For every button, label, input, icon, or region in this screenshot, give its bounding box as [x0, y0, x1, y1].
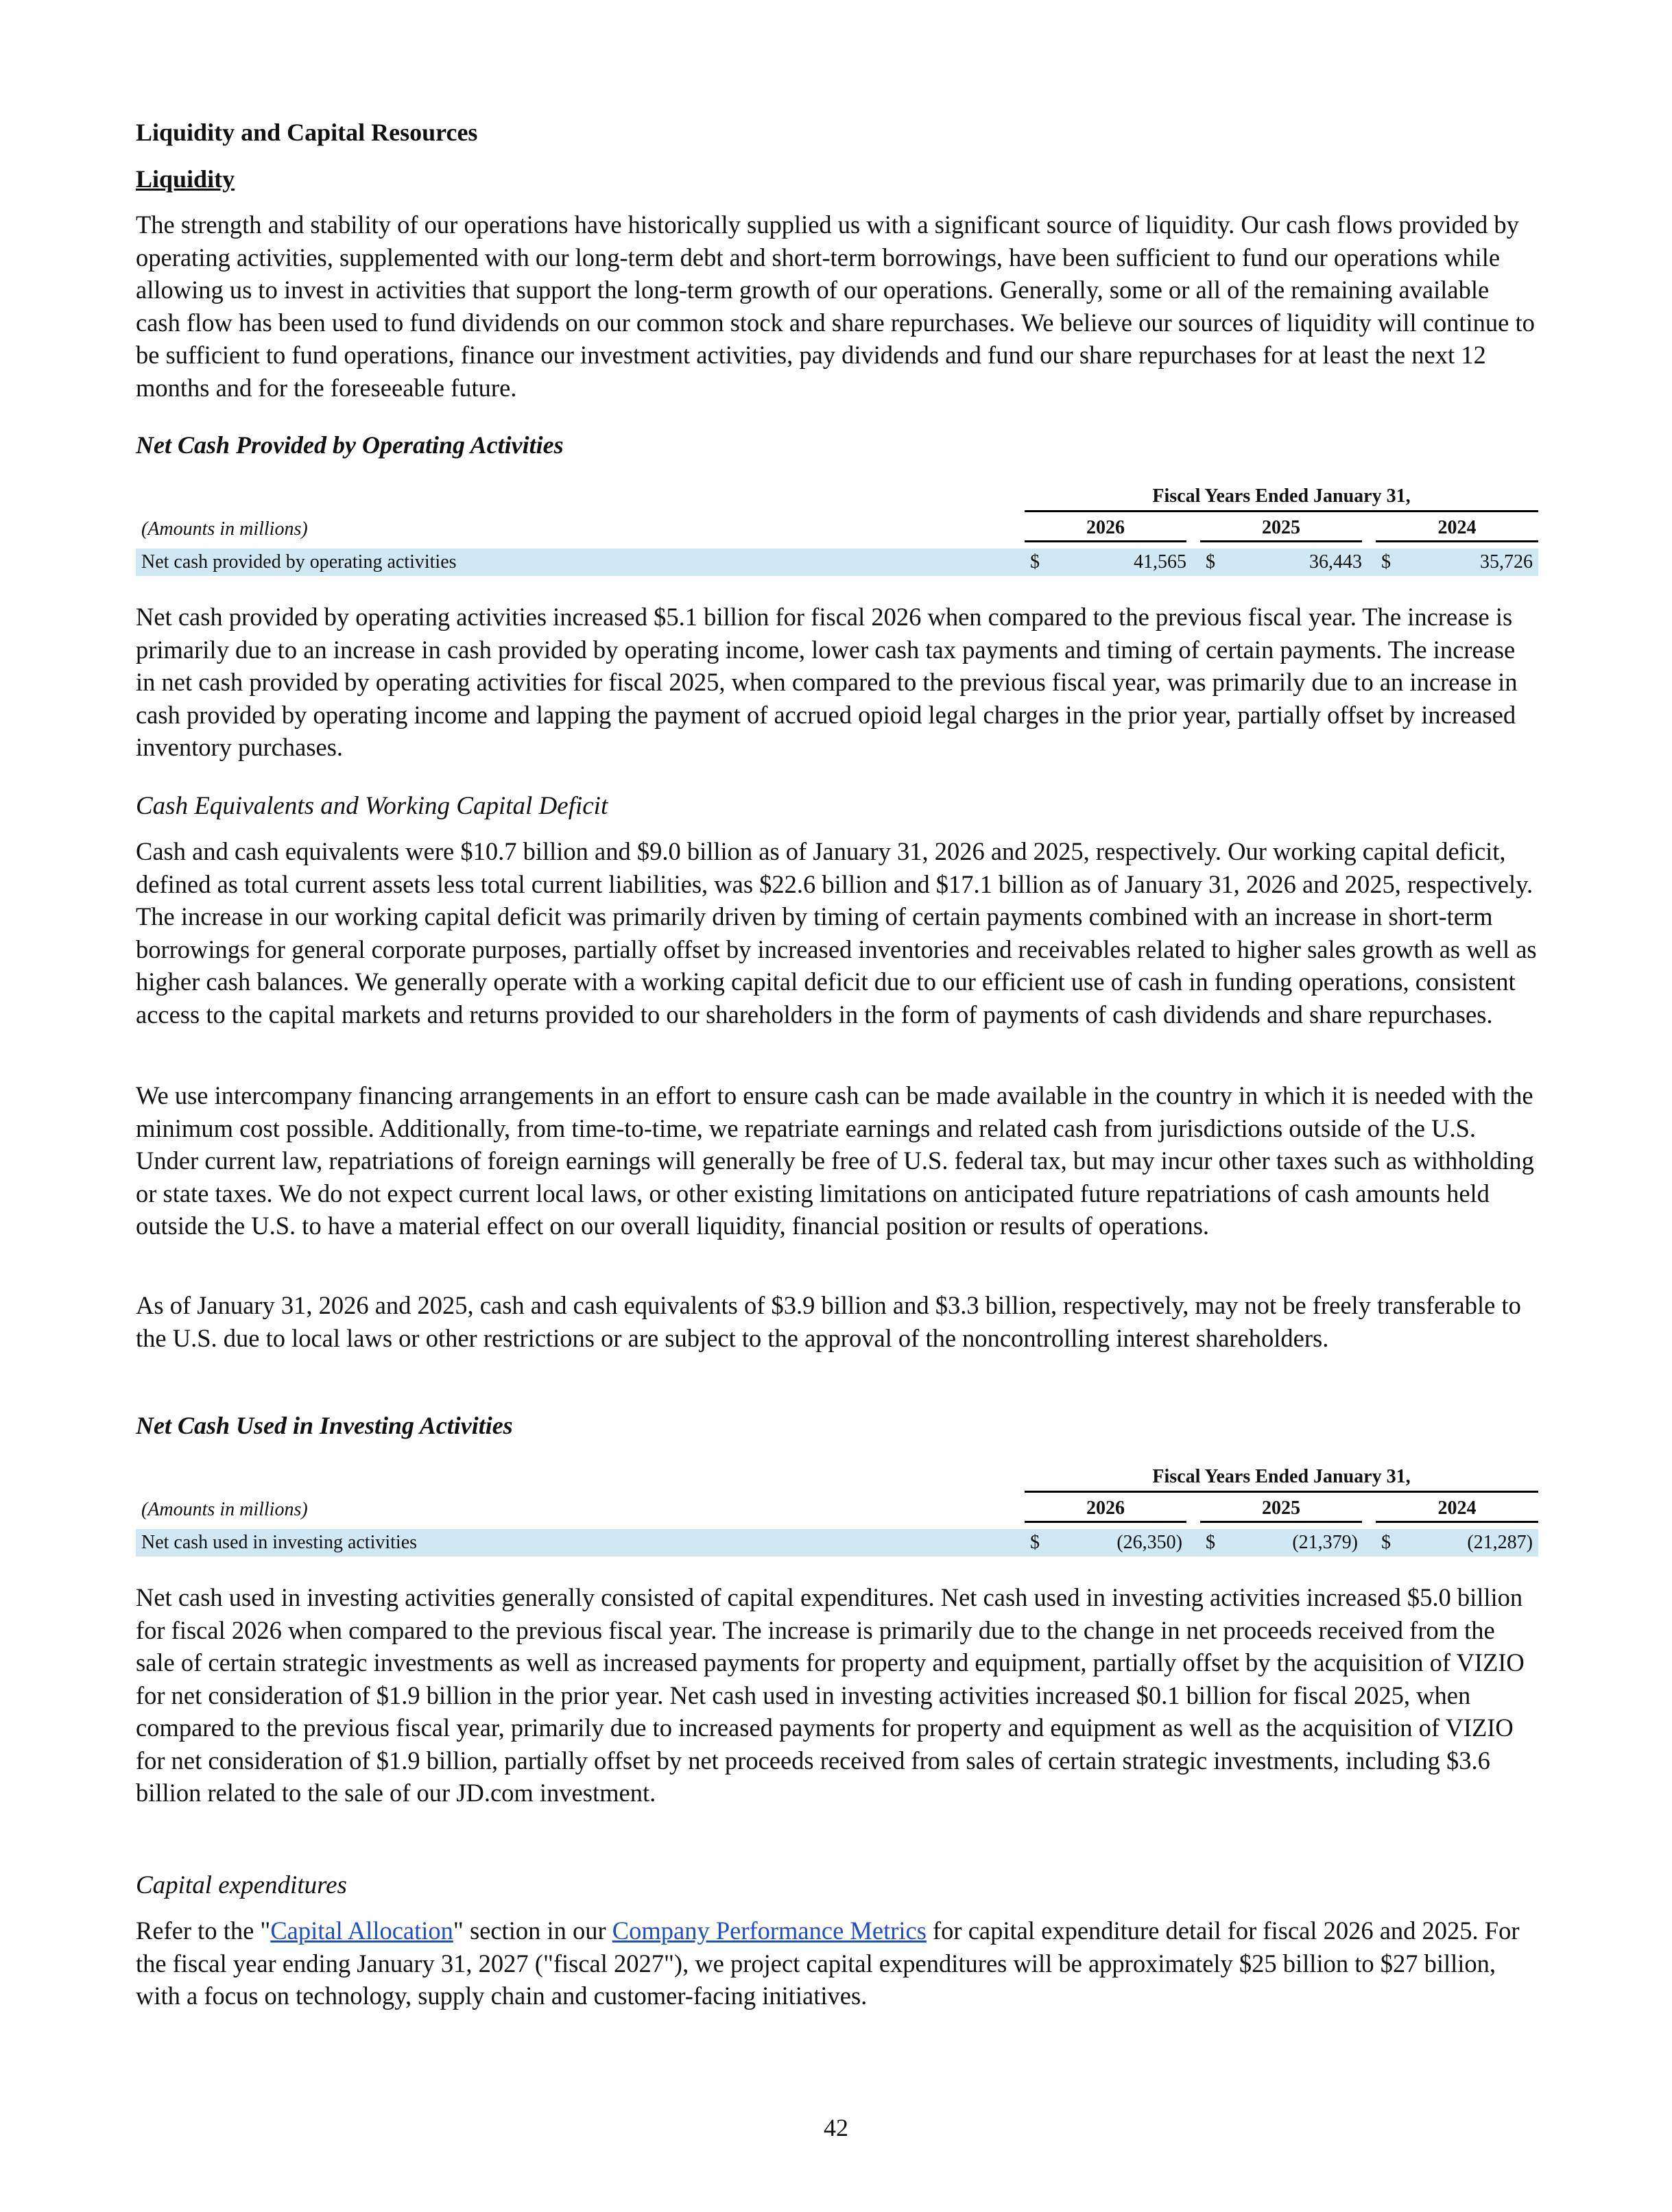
row-label: Net cash provided by operating activities — [141, 551, 457, 573]
currency-symbol: $ — [1206, 551, 1215, 573]
currency-symbol: $ — [1030, 551, 1040, 573]
amounts-label: (Amounts in millions) — [141, 1499, 308, 1520]
cell-value: (21,287) — [1467, 1532, 1533, 1553]
cell-value: 36,443 — [1309, 551, 1362, 573]
heading-investing-activities: Net Cash Used in Investing Activities — [136, 1412, 513, 1439]
capex-text-1: Refer to the " — [136, 1916, 271, 1945]
subsection-heading-liquidity: Liquidity — [136, 165, 235, 193]
heading-cash-equivalents: Cash Equivalents and Working Capital Deficit — [136, 792, 608, 820]
year-header: 2026 — [1025, 1498, 1186, 1523]
currency-symbol: $ — [1206, 1532, 1215, 1553]
paragraph-operating: Net cash provided by operating activities increased $5.1 billion for fiscal 2026 when compared to the previous fiscal year. The increase is primarily due to an increase in cash provided by operating income, lower cash tax payments and timing of certain payments. The increase in net cash provided by operating activities for fiscal 2025, when compared to the previous fiscal year, was primarily due to an increase in cash provided by operating income and lapping the payment of accrued opioid legal charges in the prior year, partially offset by increased inventory purchases. — [136, 603, 1518, 761]
paragraph-investing: Net cash used in investing activities generally consisted of capital expenditures. Net cash used in investing activities increased $5.0 billion for fiscal 2026 when compared to the previous fiscal year. The increase is primarily due to the change in net proceeds received from the sale of certain strategic investments as well as increased payments for property and equipment, partially offset by the acquisition of VIZIO for net consideration of $1.9 billion in the prior year. Net cash used in investing activities increased $0.1 billion for fiscal 2025, when compared to the previous fiscal year, primarily due to increased payments for property and equipment as well as the acquisition of VIZIO for net consideration of $1.9 billion, partially offset by net proceeds received from sales of certain strategic investments, including $3.6 billion related to the sale of our JD.com investment. — [136, 1583, 1525, 1807]
year-header: 2025 — [1200, 517, 1362, 542]
section-heading: Liquidity and Capital Resources — [136, 119, 478, 146]
table-row — [136, 549, 1538, 576]
cell-value: 35,726 — [1480, 551, 1533, 573]
capex-text-2: " section in our — [453, 1916, 612, 1945]
year-header: 2024 — [1376, 1498, 1538, 1523]
row-label: Net cash used in investing activities — [141, 1532, 418, 1553]
year-header: 2026 — [1025, 517, 1186, 542]
year-header: 2024 — [1376, 517, 1538, 542]
cell-value: 41,565 — [1134, 551, 1186, 573]
heading-capital-expenditures: Capital expenditures — [136, 1871, 347, 1899]
paragraph-cash-equivalents-2: We use intercompany financing arrangements in an effort to ensure cash can be made available in the country in which it is needed with the minimum cost possible. Additionally, from time-to-time, we repatriate earnings and related cash from jurisdictions outside of the U.S. Under current law, repatriations of foreign earnings will generally be free of U.S. federal tax, but may incur other taxes such as withholding or state taxes. We do not expect current local laws, or other existing limitations on anticipated future repatriations of cash amounts held outside the U.S. to have a material effect on our overall liquidity, financial position or results of operations. — [136, 1081, 1534, 1240]
paragraph-cash-equivalents-3: As of January 31, 2026 and 2025, cash and cash equivalents of $3.9 billion and $3.3 billion, respectively, may not be freely transferable to the U.S. due to local laws or other restrictions or are subject to the approval of the noncontrolling interest shareholders. — [136, 1291, 1521, 1352]
capital-allocation-link[interactable]: Capital Allocation — [270, 1916, 453, 1945]
table-row — [136, 1529, 1538, 1556]
currency-symbol: $ — [1030, 1532, 1040, 1553]
paragraph-capital-expenditures — [136, 1914, 1538, 2012]
year-header: 2025 — [1200, 1498, 1362, 1523]
fiscal-years-header: Fiscal Years Ended January 31, — [1025, 485, 1538, 512]
paragraph-liquidity: The strength and stability of our operations have historically supplied us with a significant source of liquidity. Our cash flows provided by operating activities, supplemented with our long-term debt and short-term borrowings, have been sufficient to fund our operations while allowing us to invest in activities that support the long-term growth of our operations. Generally, some or all of the remaining available cash flow has been used to fund dividends on our common stock and share repurchases. We believe our sources of liquidity will continue to be sufficient to fund operations, finance our investment activities, pay dividends and fund our share repurchases for at least the next 12 months and for the foreseeable future. — [136, 211, 1535, 402]
currency-symbol: $ — [1381, 1532, 1391, 1553]
capex-text-3: for capital expenditure detail for fiscal 2026 and 2025. For the fiscal year ending January 31, 2027 ("fiscal 2027"), we project capital expenditures will be approximately $25 billion to $27 billion, with a focus on technology, supply chain and customer-facing initiatives. — [136, 1916, 1520, 2010]
page-number: 42 — [824, 2114, 848, 2141]
heading-operating-activities: Net Cash Provided by Operating Activities — [136, 431, 564, 459]
fiscal-years-header: Fiscal Years Ended January 31, — [1025, 1466, 1538, 1493]
cell-value: (26,350) — [1116, 1532, 1182, 1553]
paragraph-cash-equivalents-1: Cash and cash equivalents were $10.7 billion and $9.0 billion as of January 31, 2026 and 2025, respectively. Our working capital deficit, defined as total current assets less total current liabilities, was $22.6 billion and $17.1 billion as of January 31, 2026 and 2025, respectively. The increase in our working capital deficit was primarily driven by timing of certain payments combined with an increase in short-term borrowings for general corporate purposes, partially offset by increased inventories and receivables related to higher sales growth as well as higher cash balances. We generally operate with a working capital deficit due to our efficient use of cash in funding operations, consistent access to the capital markets and returns provided to our shareholders in the form of payments of cash dividends and share repurchases. — [136, 837, 1537, 1029]
amounts-label: (Amounts in millions) — [141, 518, 308, 540]
cell-value: (21,379) — [1292, 1532, 1358, 1553]
company-performance-metrics-link[interactable]: Company Performance Metrics — [612, 1916, 927, 1945]
currency-symbol: $ — [1381, 551, 1391, 573]
